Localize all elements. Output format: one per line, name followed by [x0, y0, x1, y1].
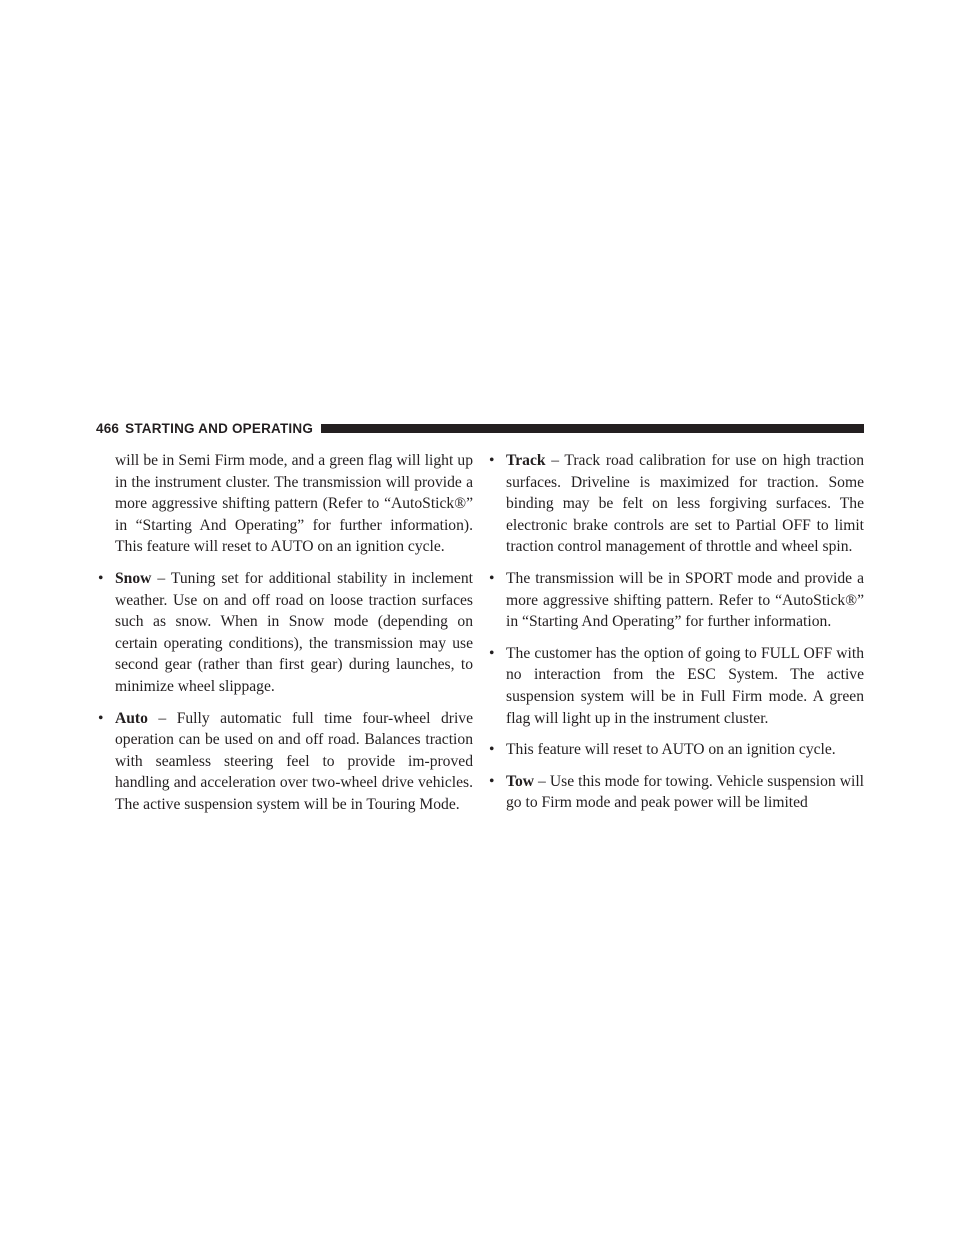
bullet-description: – Tuning set for additional stability in inclement weather. Use on and off road on loose traction surfaces such as snow. When in Snow mode (depending on certain operating conditions), the transmission may use second gear (rather than first gear) during launches, to minimize wheel slippage. — [115, 569, 473, 695]
bullet-icon: • — [98, 709, 104, 727]
bullet-text — [115, 568, 473, 698]
bullet-description: – Use this mode for towing. Vehicle suspension will go to Firm mode and peak power will be limited — [506, 772, 864, 812]
bullet-item-auto — [98, 708, 473, 816]
bullet-description: – Fully automatic full time four-wheel drive operation can be used on and off road. Balances traction with seamless steering feel to provide im-proved handling and acceleration over two-wheel drive vehicles. The active suspension system will be in Touring Mode. — [115, 709, 473, 813]
section-title: STARTING AND OPERATING — [125, 420, 314, 436]
bullet-item-sport-mode — [489, 568, 864, 633]
header-rule — [321, 424, 864, 433]
bullet-icon: • — [489, 452, 495, 469]
bullet-text — [506, 450, 864, 558]
bullet-term: Track — [506, 452, 546, 469]
page-number: 466 — [96, 420, 120, 436]
bullet-text — [506, 739, 864, 761]
bullet-term: Snow — [115, 569, 152, 587]
bullet-text — [506, 568, 864, 633]
bullet-term: Tow — [506, 772, 535, 790]
bullet-item-full-off — [489, 643, 864, 729]
bullet-text — [115, 708, 473, 816]
continuation-paragraph: will be in Semi Firm mode, and a green flag will light up in the instrument cluster. The transmission will provide a more aggressive shifting pattern (Refer to “AutoStick®” in “Starting And Operating” for further information). This feature will reset to AUTO on an ignition cycle. — [115, 452, 473, 556]
bullet-term: Auto — [115, 709, 148, 727]
bullet-description: – Track road calibration for use on high traction surfaces. Driveline is maximized for traction. Some binding may be felt on less forgiving surfaces. The electronic brake controls are set to Partial OFF to limit traction control management of throttle and wheel spin. — [506, 452, 864, 556]
bullet-text — [506, 771, 864, 814]
right-column — [489, 450, 864, 824]
bullet-icon: • — [489, 569, 495, 587]
page-header — [96, 418, 864, 438]
left-column — [98, 450, 473, 826]
bullet-description: The customer has the option of going to FULL OFF with no interaction from the ESC System. The active suspension system will be in Full Firm mode. A green flag will light up in the instrument cluster. — [506, 644, 864, 727]
bullet-icon: • — [489, 741, 495, 759]
bullet-item-track — [489, 450, 864, 558]
bullet-text — [506, 643, 864, 729]
bullet-icon: • — [489, 772, 495, 790]
bullet-item-reset — [489, 739, 864, 761]
bullet-icon: • — [489, 644, 495, 662]
bullet-description: The transmission will be in SPORT mode and provide a more aggressive shifting pattern. Refer to “AutoStick®” in “Starting And Operating” for further information. — [506, 569, 864, 631]
bullet-icon: • — [98, 569, 104, 587]
bullet-item-tow — [489, 771, 864, 814]
bullet-item-snow — [98, 568, 473, 698]
bullet-description: This feature will reset to AUTO on an ignition cycle. — [506, 741, 836, 759]
